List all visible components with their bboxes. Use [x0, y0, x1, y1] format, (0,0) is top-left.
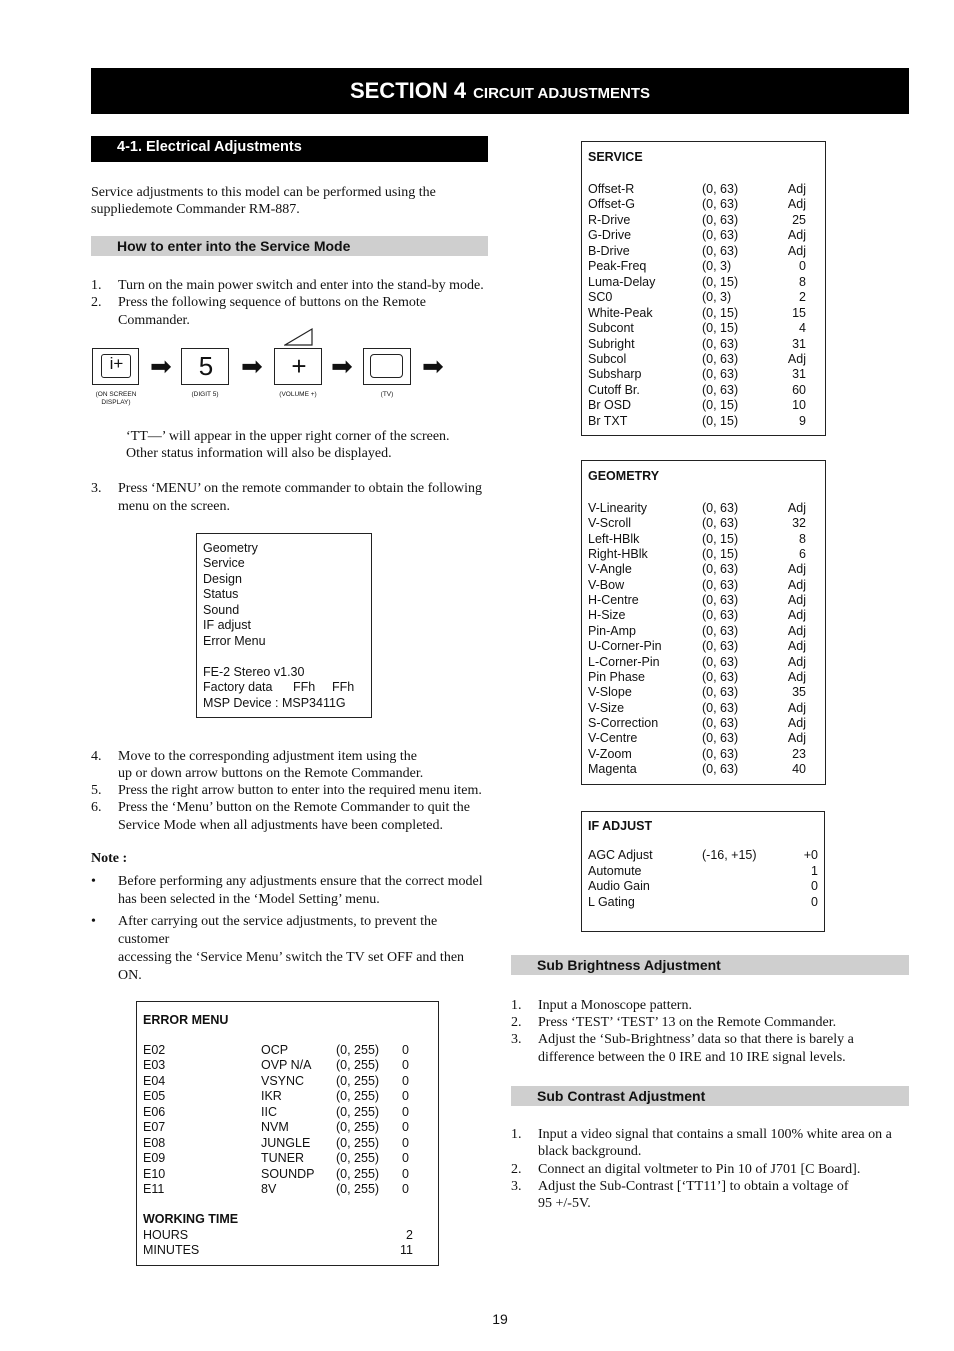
msp-device: MSP Device : MSP3411G	[203, 696, 346, 710]
step-text: Press ‘TEST’ ‘TEST’ 13 on the Remote Commander.	[538, 1015, 837, 1030]
service-param-range: (0, 63)	[702, 351, 739, 366]
service-param-name: Offset-G	[588, 197, 636, 212]
geometry-param-value: Adj	[787, 700, 806, 715]
if-param-name: L Gating	[588, 894, 635, 909]
service-param-name: SC0	[588, 290, 613, 305]
error-count: 0	[402, 1151, 409, 1166]
step-text: Move to the corresponding adjustment item using the	[118, 749, 418, 764]
error-count: 0	[402, 1043, 409, 1057]
error-name: VSYNC	[261, 1073, 305, 1088]
service-param-name: Subcont	[588, 321, 634, 336]
geometry-param-value: 32	[792, 516, 806, 531]
service-param-name: Br OSD	[588, 398, 632, 413]
menu-item: Design	[203, 572, 242, 586]
geometry-param-name: Pin Phase	[588, 669, 645, 684]
list-item	[511, 1178, 909, 1214]
geometry-param-range: (0, 63)	[702, 639, 739, 654]
error-name: IIC	[261, 1104, 277, 1119]
error-count: 0	[402, 1120, 409, 1135]
error-count: 0	[402, 1104, 409, 1119]
error-code: E11	[143, 1182, 165, 1197]
geometry-param-name: V-Linearity	[588, 501, 648, 515]
geometry-param-name: V-Size	[588, 700, 625, 715]
error-code: E09	[143, 1151, 166, 1166]
step-text: Adjust the ‘Sub-Brightness’ data so that there is barely a	[538, 1032, 854, 1047]
arrow-right-icon: ➡	[422, 352, 444, 381]
service-menu-title: SERVICE	[588, 150, 643, 164]
service-param-value: 60	[792, 382, 806, 397]
error-count: 0	[402, 1182, 409, 1197]
key-caption: (ON SCREEN DISPLAY)	[95, 391, 137, 406]
menu-item: Service	[203, 556, 245, 570]
service-param-value: 9	[799, 413, 806, 428]
firmware-version: FE-2 Stereo v1.30	[203, 665, 305, 679]
if-param-value: 1	[811, 863, 818, 878]
geometry-menu-title: GEOMETRY	[588, 469, 660, 483]
step-number: 3.	[511, 1032, 522, 1047]
step-number: 1.	[511, 998, 522, 1013]
geometry-param-range: (0, 63)	[702, 623, 739, 638]
geometry-param-range: (0, 63)	[702, 516, 739, 531]
error-code: E02	[143, 1043, 166, 1057]
service-param-name: B-Drive	[588, 243, 630, 258]
step-text: Input a video signal that contains a small 100% white area on a	[538, 1127, 892, 1142]
step-text: Turn on the main power switch and enter into the stand-by mode.	[118, 278, 484, 293]
geometry-param-value: Adj	[787, 715, 806, 730]
service-param-range: (0, 63)	[702, 197, 739, 212]
error-range: (0, 255)	[336, 1120, 380, 1135]
if-param-value: 0	[811, 894, 818, 909]
menu-item: IF adjust	[203, 618, 251, 632]
geometry-param-name: S-Correction	[588, 715, 659, 730]
service-param-value: 31	[792, 367, 806, 382]
service-menu-box	[581, 141, 826, 436]
if-param-value: 0	[811, 879, 818, 893]
service-param-range: (0, 3)	[702, 259, 732, 274]
arrow-right-icon: ➡	[150, 352, 172, 381]
error-name: SOUNDP	[261, 1166, 315, 1181]
geometry-param-range: (0, 15)	[702, 531, 739, 546]
volume-ramp-icon	[284, 327, 314, 347]
note-text: accessing the ‘Service Menu’ switch the TV set OFF and then	[118, 950, 465, 965]
service-param-name: Cutoff Br.	[588, 382, 640, 397]
geometry-param-name: V-Scroll	[588, 516, 632, 531]
service-param-name: Peak-Freq	[588, 259, 647, 274]
error-code: E03	[143, 1058, 166, 1073]
error-count: 0	[402, 1058, 409, 1073]
error-range: (0, 255)	[336, 1135, 380, 1150]
error-range: (0, 255)	[336, 1073, 380, 1088]
error-name: OVP N/A	[261, 1058, 312, 1073]
step-text: Service Mode when all adjustments have been completed.	[118, 818, 444, 833]
error-range: (0, 255)	[336, 1182, 380, 1197]
electrical-adjustments-heading: 4-1. Electrical Adjustments	[91, 136, 488, 162]
key-caption: (VOLUME +)	[279, 391, 317, 398]
geometry-param-range: (0, 63)	[702, 669, 739, 684]
geometry-param-value: Adj	[787, 501, 806, 515]
error-range: (0, 255)	[336, 1089, 380, 1104]
geometry-param-range: (0, 63)	[702, 562, 739, 577]
service-param-value: 4	[799, 321, 806, 336]
step-text: Connect an digital voltmeter to Pin 10 of J701 [C Board].	[538, 1162, 861, 1177]
note-text: has been selected in the ‘Model Setting’ menu.	[118, 892, 380, 907]
tv-key	[363, 348, 411, 385]
error-name: NVM	[261, 1120, 289, 1135]
geometry-param-name: V-Slope	[588, 685, 632, 700]
step-text: black background.	[538, 1144, 642, 1159]
arrow-right-icon: ➡	[241, 352, 263, 381]
geometry-param-name: U-Corner-Pin	[588, 639, 662, 654]
geometry-param-value: 23	[792, 746, 806, 761]
service-param-name: Luma-Delay	[588, 274, 656, 289]
geometry-param-value: Adj	[787, 623, 806, 638]
intro-line: suppliedemote Commander RM-887.	[91, 202, 300, 218]
key-caption: (DIGIT 5)	[191, 391, 219, 398]
service-param-value: Adj	[787, 182, 806, 196]
geometry-param-value: Adj	[787, 669, 806, 684]
step-number: 6.	[91, 800, 102, 815]
service-param-name: G-Drive	[588, 228, 632, 243]
geometry-param-name: Magenta	[588, 761, 637, 776]
service-param-range: (0, 15)	[702, 413, 739, 428]
error-code: E05	[143, 1089, 166, 1104]
intro-paragraph	[91, 184, 491, 219]
geometry-param-range: (0, 63)	[702, 593, 739, 608]
service-param-value: 25	[792, 212, 806, 227]
note-text: After carrying out the service adjustments, to prevent the	[118, 914, 438, 929]
note-text: Before performing any adjustments ensure that the correct model	[118, 874, 483, 889]
geometry-param-name: V-Bow	[588, 577, 625, 592]
menu-item: Geometry	[203, 541, 258, 555]
step-number: 3.	[91, 481, 102, 496]
plus-icon: +	[291, 351, 307, 381]
remote-key-sequence	[88, 325, 448, 410]
intro-line: Service adjustments to this model can be performed using the	[91, 185, 436, 200]
geometry-param-range: (0, 63)	[702, 577, 739, 592]
working-time-title: WORKING TIME	[143, 1212, 239, 1226]
service-param-range: (0, 15)	[702, 321, 739, 336]
section-subtitle: CIRCUIT ADJUSTMENTS	[473, 85, 651, 102]
sub-contrast-heading: Sub Contrast Adjustment	[511, 1086, 909, 1106]
hours-label: HOURS	[143, 1228, 189, 1242]
geometry-param-name: H-Centre	[588, 593, 639, 608]
service-param-range: (0, 63)	[702, 243, 739, 258]
step-text: Press the following sequence of buttons on the Remote	[118, 295, 426, 310]
step-number: 1.	[511, 1127, 522, 1142]
step-text: Input a Monoscope pattern.	[538, 998, 692, 1013]
service-param-range: (0, 15)	[702, 305, 739, 320]
geometry-param-name: Right-HBlk	[588, 547, 648, 562]
error-count: 0	[402, 1166, 409, 1181]
volume-plus-key	[274, 348, 322, 385]
error-count: 0	[402, 1073, 409, 1088]
page-number: 19	[492, 1311, 508, 1327]
service-param-value: 8	[799, 274, 806, 289]
service-param-name: Subright	[588, 336, 635, 351]
service-param-range: (0, 63)	[702, 228, 739, 243]
if-param-name: Audio Gain	[588, 879, 650, 893]
error-name: 8V	[261, 1182, 277, 1197]
list-item	[91, 748, 491, 784]
geometry-param-name: Pin-Amp	[588, 623, 636, 638]
service-param-value: 0	[799, 259, 806, 274]
error-count: 0	[402, 1135, 409, 1150]
error-code: E04	[143, 1073, 166, 1088]
bullet-icon: •	[91, 874, 96, 889]
list-item	[91, 782, 491, 800]
geometry-param-name: H-Size	[588, 608, 626, 623]
key-caption: (TV)	[380, 391, 394, 398]
service-param-name: R-Drive	[588, 212, 631, 227]
error-name: IKR	[261, 1089, 282, 1104]
note-text: customer	[118, 932, 170, 947]
factory-data-label: Factory data	[203, 680, 273, 694]
error-range: (0, 255)	[336, 1043, 380, 1057]
bullet-icon: •	[91, 914, 96, 929]
step-number: 1.	[91, 278, 102, 293]
geometry-param-name: V-Angle	[588, 562, 632, 577]
service-param-value: 10	[792, 398, 806, 413]
step-number: 3.	[511, 1179, 522, 1194]
geometry-param-range: (0, 63)	[702, 761, 739, 776]
tv-icon	[370, 354, 403, 378]
geometry-param-value: 35	[792, 685, 806, 700]
tt-note-line: Other status information will also be displayed.	[126, 446, 392, 462]
error-name: OCP	[261, 1043, 289, 1057]
error-range: (0, 255)	[336, 1151, 380, 1166]
arrow-right-icon: ➡	[331, 352, 353, 381]
error-name: TUNER	[261, 1151, 305, 1166]
digit-5-key	[181, 348, 229, 385]
menu-item: Sound	[203, 603, 240, 617]
service-param-value: 15	[792, 305, 806, 320]
factory-data-value: FFh	[293, 680, 316, 694]
geometry-param-range: (0, 63)	[702, 608, 739, 623]
if-adjust-title: IF ADJUST	[588, 819, 653, 833]
geometry-param-value: Adj	[787, 562, 806, 577]
section-banner	[91, 68, 909, 114]
sub-brightness-heading: Sub Brightness Adjustment	[511, 955, 909, 975]
geometry-param-range: (0, 15)	[702, 547, 739, 562]
step-text: menu on the screen.	[118, 499, 230, 514]
geometry-param-value: 40	[792, 761, 806, 776]
minutes-label: MINUTES	[143, 1243, 200, 1257]
geometry-param-value: Adj	[787, 654, 806, 669]
geometry-param-range: (0, 63)	[702, 685, 739, 700]
service-param-range: (0, 63)	[702, 212, 739, 227]
service-param-name: Br TXT	[588, 413, 628, 428]
note-label: Note :	[91, 851, 128, 866]
geometry-param-range: (0, 63)	[702, 700, 739, 715]
if-param-name: Automute	[588, 863, 642, 878]
if-param-range: (-16, +15)	[702, 848, 757, 862]
geometry-param-value: 6	[799, 547, 806, 562]
geometry-param-name: V-Centre	[588, 731, 638, 746]
section-number: SECTION 4	[349, 78, 467, 103]
on-screen-menu-box	[196, 533, 372, 718]
service-param-range: (0, 63)	[702, 367, 739, 382]
geometry-param-name: Left-HBlk	[588, 531, 640, 546]
tt-note	[126, 428, 496, 463]
geometry-param-name: V-Zoom	[588, 746, 632, 761]
note-text: ON.	[118, 968, 142, 983]
service-param-value: Adj	[787, 228, 806, 243]
factory-data-value: FFh	[332, 680, 355, 694]
hours-value: 2	[406, 1228, 413, 1242]
geometry-param-value: 8	[799, 531, 806, 546]
error-range: (0, 255)	[336, 1104, 380, 1119]
if-param-value: +0	[803, 848, 818, 862]
geometry-param-range: (0, 63)	[702, 731, 739, 746]
step-text: Press the right arrow button to enter into the required menu item.	[118, 783, 482, 798]
error-code: E08	[143, 1135, 166, 1150]
error-menu-title: ERROR MENU	[143, 1013, 229, 1027]
service-param-range: (0, 15)	[702, 398, 739, 413]
service-param-range: (0, 63)	[702, 382, 739, 397]
error-code: E10	[143, 1166, 166, 1181]
service-param-value: Adj	[787, 243, 806, 258]
error-name: JUNGLE	[261, 1135, 311, 1150]
geometry-param-value: Adj	[787, 577, 806, 592]
tt-note-line: ‘TT—’ will appear in the upper right corner of the screen.	[126, 429, 450, 444]
on-screen-display-key	[92, 348, 139, 385]
step-text: Press the ‘Menu’ button on the Remote Commander to quit the	[118, 800, 471, 815]
service-param-name: Offset-R	[588, 182, 635, 196]
step-text: up or down arrow buttons on the Remote Commander.	[118, 766, 424, 781]
step-text: 95 +/-5V.	[538, 1196, 591, 1211]
step-number: 5.	[91, 783, 102, 798]
step-text: Press ‘MENU’ on the remote commander to obtain the following	[118, 481, 483, 496]
service-param-name: White-Peak	[588, 305, 653, 320]
geometry-param-range: (0, 63)	[702, 715, 739, 730]
service-param-name: Subsharp	[588, 367, 642, 382]
list-item	[91, 913, 491, 985]
list-item	[511, 1014, 909, 1032]
geometry-param-range: (0, 63)	[702, 654, 739, 669]
geometry-param-value: Adj	[787, 608, 806, 623]
service-param-value: 31	[792, 336, 806, 351]
list-item	[91, 277, 491, 295]
error-range: (0, 255)	[336, 1166, 380, 1181]
error-count: 0	[402, 1089, 409, 1104]
step-text: Adjust the Sub-Contrast [‘TT11’] to obtain a voltage of	[538, 1179, 849, 1194]
step-text: Commander.	[118, 313, 190, 328]
step-number: 4.	[91, 749, 102, 764]
service-param-value: Adj	[787, 197, 806, 212]
info-plus-icon: i+	[109, 354, 124, 373]
list-item	[91, 799, 491, 835]
if-param-name: AGC Adjust	[588, 848, 653, 862]
error-code: E07	[143, 1120, 166, 1135]
geometry-menu-box	[581, 460, 826, 785]
if-adjust-menu-box	[581, 811, 825, 932]
service-param-range: (0, 3)	[702, 290, 732, 305]
menu-item: Status	[203, 587, 239, 601]
step-text: difference between the 0 IRE and 10 IRE signal levels.	[538, 1050, 846, 1065]
minutes-value: 11	[400, 1243, 413, 1257]
error-code: E06	[143, 1104, 166, 1119]
geometry-param-range: (0, 63)	[702, 501, 739, 515]
service-param-value: Adj	[787, 351, 806, 366]
service-mode-heading: How to enter into the Service Mode	[91, 236, 488, 256]
list-item	[511, 1031, 909, 1067]
geometry-param-value: Adj	[787, 593, 806, 608]
list-item	[511, 1126, 909, 1162]
digit-5-label: 5	[198, 351, 214, 381]
error-range: (0, 255)	[336, 1058, 380, 1073]
service-param-name: Subcol	[588, 351, 627, 366]
error-menu-box	[136, 1001, 439, 1266]
step-number: 2.	[511, 1162, 522, 1177]
geometry-param-value: Adj	[787, 639, 806, 654]
service-param-range: (0, 15)	[702, 274, 739, 289]
geometry-param-value: Adj	[787, 731, 806, 746]
list-item	[511, 997, 909, 1015]
geometry-param-name: L-Corner-Pin	[588, 654, 660, 669]
service-param-range: (0, 63)	[702, 336, 739, 351]
geometry-param-range: (0, 63)	[702, 746, 739, 761]
list-item	[511, 1161, 909, 1179]
menu-item: Error Menu	[203, 634, 266, 648]
step-number: 2.	[511, 1015, 522, 1030]
service-param-range: (0, 63)	[702, 182, 739, 196]
step-number: 2.	[91, 295, 102, 310]
list-item	[91, 873, 491, 909]
service-param-value: 2	[799, 290, 806, 305]
list-item	[91, 480, 491, 516]
